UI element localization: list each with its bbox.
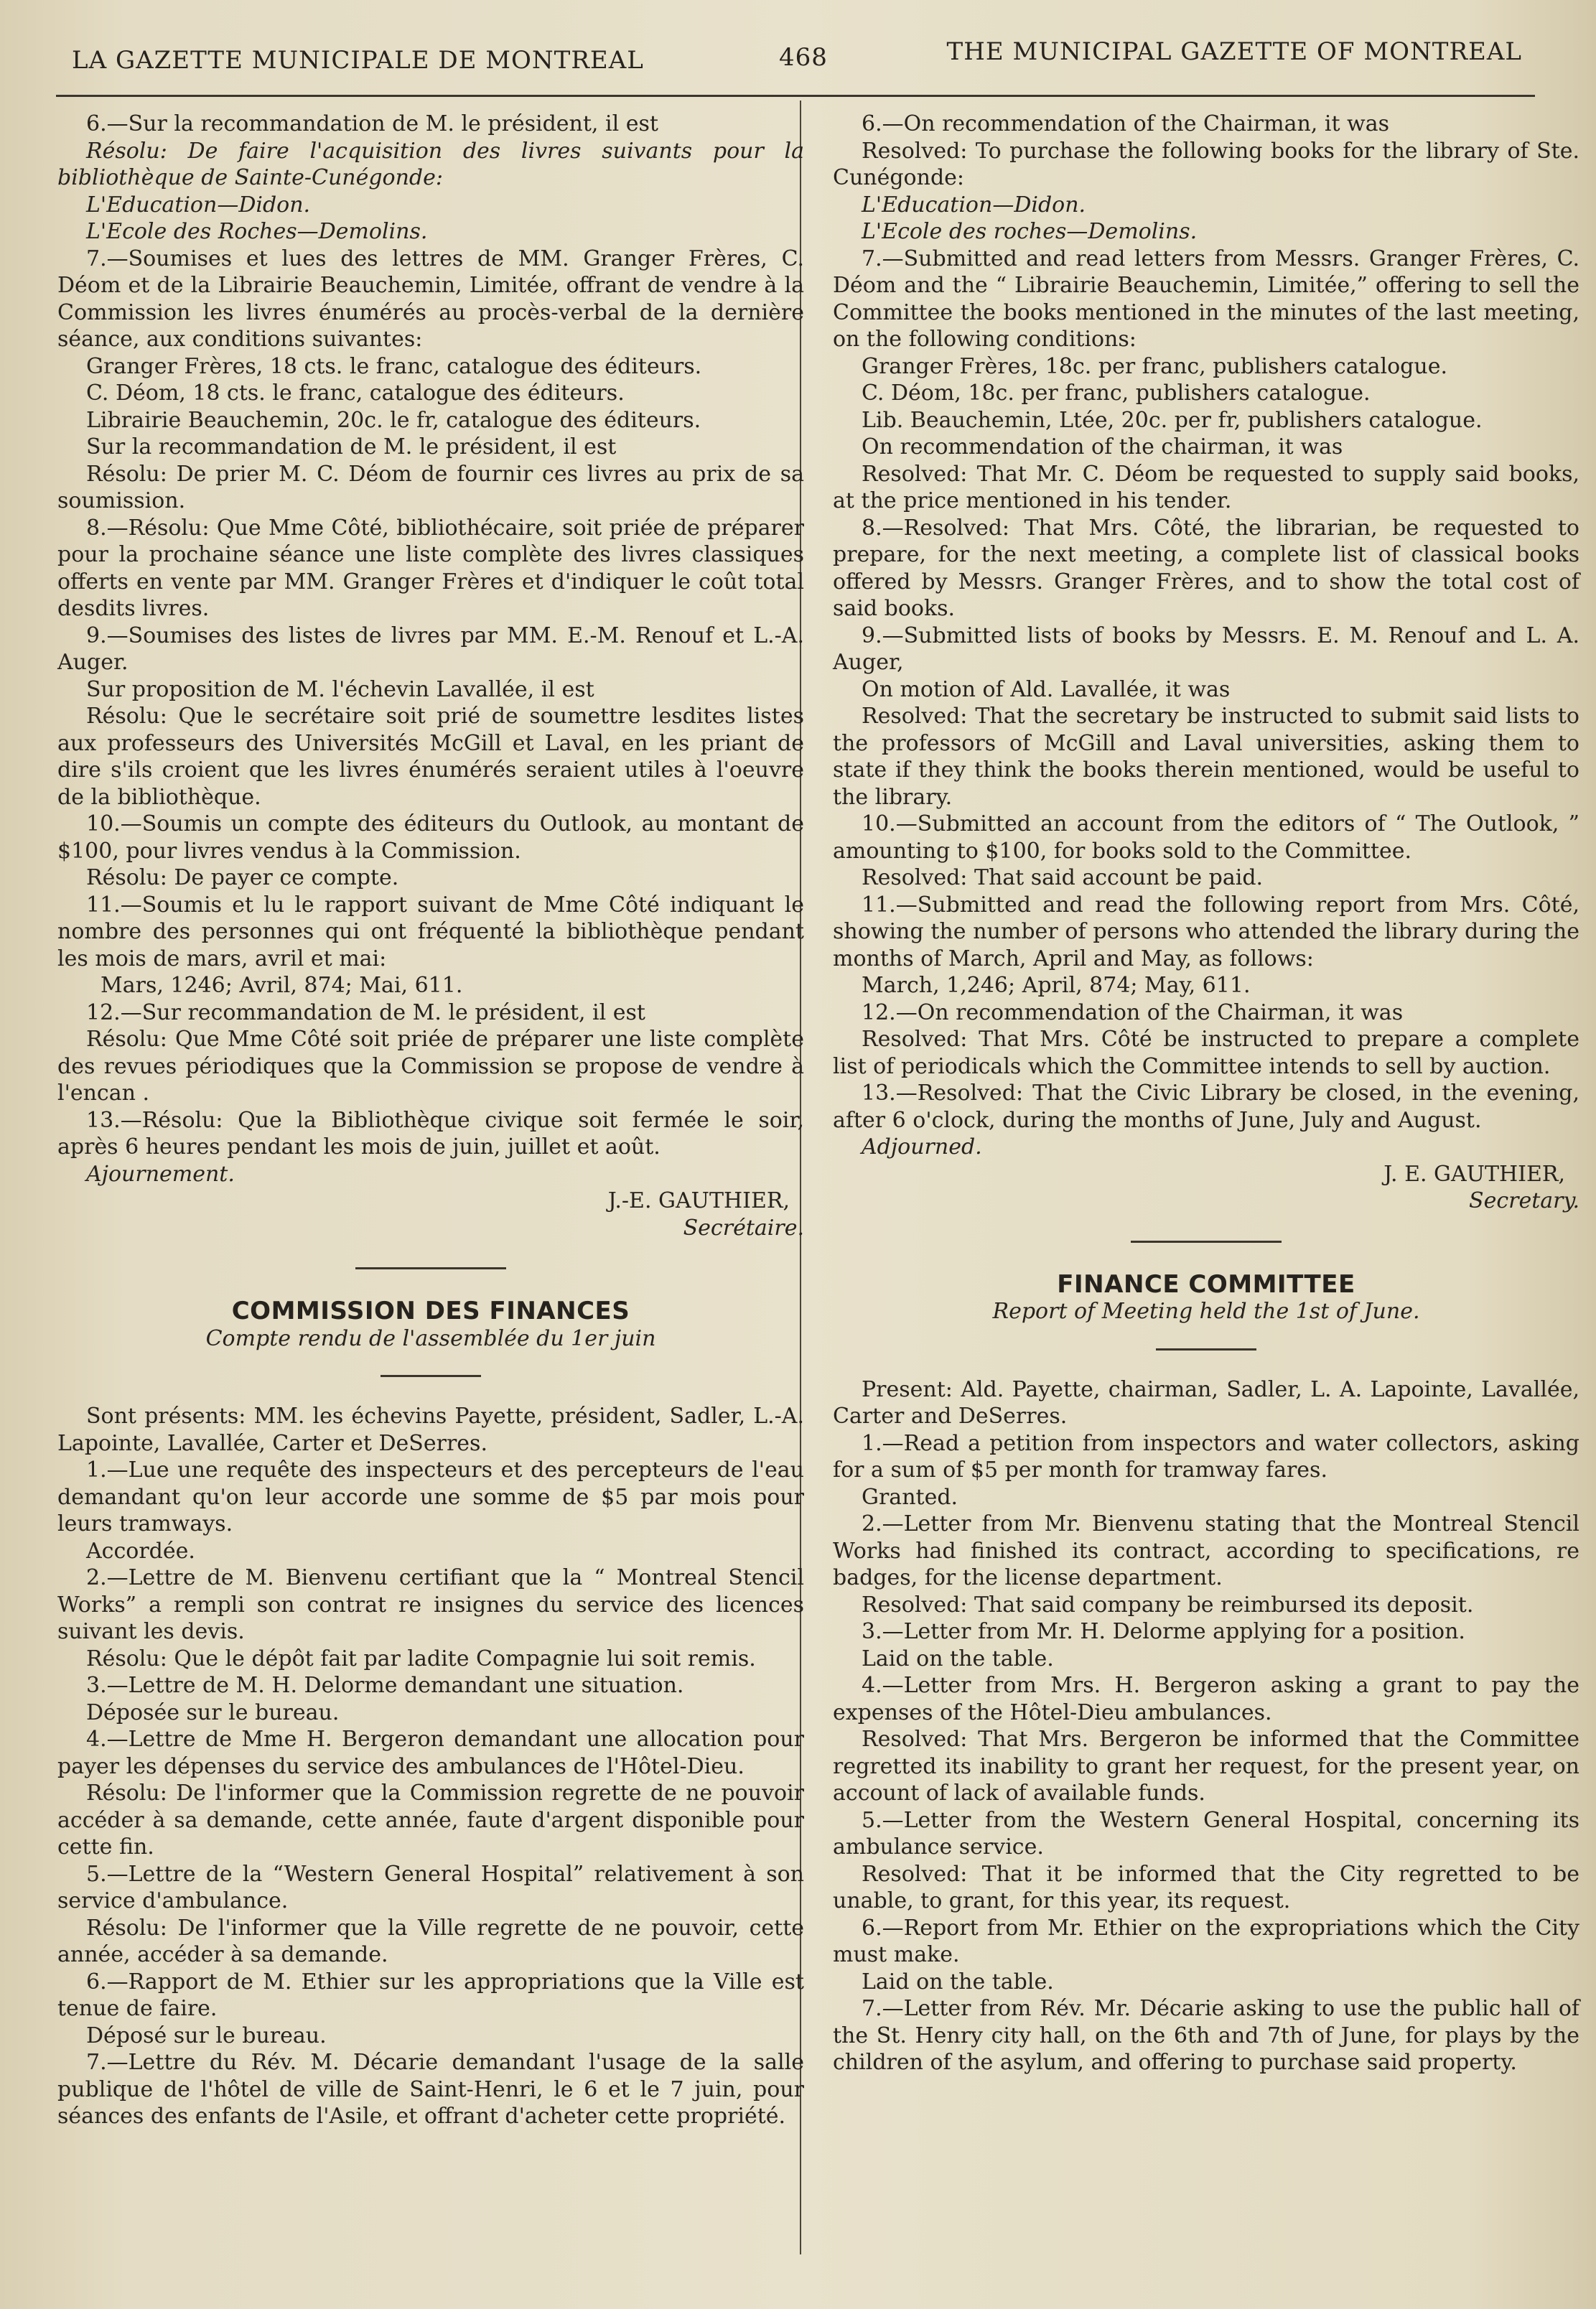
item-9-motion: On motion of Ald. Lavallée, it was (862, 676, 1231, 702)
condition-line: C. Déom, 18c. per franc, publishers catalogue. (862, 381, 1371, 406)
signature-title: Secretary. (1469, 1188, 1579, 1213)
finance-item-5: 5.—Letter from the Western General Hospital, concerning its ambulance service. (833, 1807, 1579, 1860)
finance-item-4-decision: Résolu: De l'informer que la Commission regrette de ne pouvoir accéder à sa demande, cette année, faute d'argent disponible pour cette fin. (57, 1781, 804, 1860)
finance-item-4-decision: Resolved: That Mrs. Bergeron be informed that the Committee regretted its inability to grant her request, for the present year, on account of lack of available funds. (833, 1727, 1579, 1806)
signature-name: J. E. GAUTHIER, (1383, 1161, 1565, 1187)
finance-item-2: 2.—Lettre de M. Bienvenu certifiant que la “ Montreal Stencil Works” a rempli son contrat re insignes du service des licences suivant les devis. (57, 1565, 804, 1644)
finance-item-3-decision: Laid on the table. (862, 1646, 1054, 1671)
finance-item-1-decision: Granted. (862, 1484, 958, 1510)
section-separator (355, 1267, 506, 1269)
finance-item-1: 1.—Read a petition from inspectors and water collectors, asking for a sum of $5 per month for tramway fares. (833, 1430, 1579, 1483)
finance-item-6-decision: Laid on the table. (862, 1969, 1054, 1995)
finance-item-2-decision: Résolu: Que le dépôt fait par ladite Compagnie lui soit remis. (86, 1646, 756, 1671)
item-12: 12.—Sur recommandation de M. le président, il est (86, 999, 645, 1025)
condition-line: C. Déom, 18 cts. le franc, catalogue des éditeurs. (86, 381, 625, 406)
header-title-english: THE MUNICIPAL GAZETTE OF MONTREAL (946, 37, 1522, 66)
signature-name: J.-E. GAUTHIER, (607, 1188, 790, 1213)
finance-item-5-decision: Résolu: De l'informer que la Ville regrette de ne pouvoir, cette année, accéder à sa demande. (57, 1915, 804, 1967)
finance-item-3: 3.—Letter from Mr. H. Delorme applying for a position. (862, 1619, 1465, 1644)
book-title: L'Ecole des roches—Demolins. (862, 219, 1198, 244)
item-12: 12.—On recommendation of the Chairman, it was (862, 999, 1404, 1025)
item-6: 6.—Sur la recommandation de M. le président, il est (86, 111, 658, 136)
section-separator (381, 1375, 481, 1377)
english-column (833, 111, 1579, 2076)
item-9-motion: Sur proposition de M. l'échevin Lavallée, il est (86, 676, 594, 702)
book-title: L'Education—Didon. (86, 192, 311, 218)
finance-item-5: 5.—Lettre de la “Western General Hospital” relativement à son service d'ambulance. (57, 1861, 804, 1913)
finance-item-4: 4.—Letter from Mrs. H. Bergeron asking a grant to pay the expenses of the Hôtel-Dieu ambulances. (833, 1673, 1579, 1725)
finance-item-1: 1.—Lue une requête des inspecteurs et des percepteurs de l'eau demandant qu'on leur accorde une somme de $5 par mois pour leurs tramways. (57, 1457, 804, 1536)
item-7-resolution: Résolu: De prier M. C. Déom de fournir ces livres au prix de sa soumission. (57, 461, 804, 513)
item-7-resolution: Resolved: That Mr. C. Déom be requested to supply said books, at the price mentioned in his tender. (833, 461, 1579, 513)
condition-line: Lib. Beauchemin, Ltée, 20c. per fr, publishers catalogue. (862, 407, 1483, 433)
section-heading: COMMISSION DES FINANCES (231, 1297, 630, 1325)
attendance: Sont présents: MM. les échevins Payette, président, Sadler, L.-A. Lapointe, Lavallée, Carter et DeSerres. (57, 1404, 804, 1456)
item-10: 10.—Soumis un compte des éditeurs du Outlook, au montant de $100, pour livres vendus à la Commission. (57, 811, 804, 864)
finance-item-7: 7.—Letter from Rév. Mr. Décarie asking to use the public hall of the St. Henry city hall, on the 6th and 7th of June, for plays by the children of the asylum, and offering to purchase said property. (833, 1996, 1579, 2075)
finance-item-3: 3.—Lettre de M. H. Delorme demandant une situation. (86, 1673, 684, 1698)
item-10-resolution: Resolved: That said account be paid. (862, 865, 1264, 890)
header-title-french: LA GAZETTE MUNICIPALE DE MONTREAL (72, 46, 644, 75)
finance-item-1-decision: Accordée. (86, 1538, 195, 1564)
section-subheading: Report of Meeting held the 1st of June. (992, 1299, 1420, 1324)
finance-item-6: 6.—Rapport de M. Ethier sur les appropriations que la Ville est tenue de faire. (57, 1969, 804, 2021)
item-8: 8.—Resolved: That Mrs. Côté, the librarian, be requested to prepare, for the next meeting, a complete list of classical books offered by Messrs. Granger Frères, and to show the total cost of said books. (833, 515, 1579, 621)
attendance: Present: Ald. Payette, chairman, Sadler, L. A. Lapointe, Lavallée, Carter and DeSerres. (833, 1376, 1579, 1429)
item-7: 7.—Soumises et lues des lettres de MM. Granger Frères, C. Déom et de la Librairie Beauchemin, Limitée, offrant de vendre à la Commission les livres énumérés au procès-verbal de la dernière séance, aux conditions suivantes: (57, 246, 804, 352)
item-10-resolution: Résolu: De payer ce compte. (86, 865, 399, 890)
item-13: 13.—Resolved: That the Civic Library be closed, in the evening, after 6 o'clock, during the months of June, July and August. (833, 1081, 1579, 1133)
section-heading: FINANCE COMMITTEE (1057, 1269, 1355, 1299)
item-12-resolution: Resolved: That Mrs. Côté be instructed to prepare a complete list of periodicals which the Committee intends to sell by auction. (833, 1027, 1579, 1079)
page-number: 468 (779, 43, 828, 72)
condition-line: Granger Frères, 18c. per franc, publishers catalogue. (862, 353, 1447, 379)
item-13: 13.—Résolu: Que la Bibliothèque civique soit fermée le soir, après 6 heures pendant les mois de juin, juillet et août. (57, 1107, 804, 1160)
finance-item-6-decision: Déposé sur le bureau. (86, 2023, 327, 2048)
finance-item-7: 7.—Lettre du Rév. M. Décarie demandant l'usage de la salle publique de l'hôtel de ville de Saint-Henri, le 6 et le 7 juin, pour séances des enfants de l'Asile, et offrant d'acheter cette propriété. (57, 2050, 804, 2129)
item-7: 7.—Submitted and read letters from Messrs. Granger Frères, C. Déom and the “ Librairie Beauchemin, Limitée,” offering to sell the Committee the books mentioned in the minutes of the last meeting, on the following conditions: (833, 246, 1579, 352)
item-9: 9.—Soumises des listes de livres par MM. E.-M. Renouf et L.-A. Auger. (57, 622, 804, 675)
finance-item-6: 6.—Report from Mr. Ethier on the expropriations which the City must make. (833, 1915, 1579, 1967)
item-6-resolution: Resolved: To purchase the following books for the library of Ste. Cunégonde: (833, 138, 1579, 190)
finance-item-5-decision: Resolved: That it be informed that the City regretted to be unable, to grant, for this year, its request. (833, 1861, 1579, 1913)
item-6-resolution: Résolu: De faire l'acquisition des livres suivants pour la bibliothèque de Sainte-Cunégonde: (57, 138, 804, 190)
item-11: 11.—Submitted and read the following report from Mrs. Côté, showing the number of persons who attended the library during the months of March, April and May, as follows: (833, 892, 1579, 971)
attendance-figures: March, 1,246; April, 874; May, 611. (862, 973, 1251, 998)
item-11: 11.—Soumis et lu le rapport suivant de Mme Côté indiquant le nombre des personnes qui ont fréquenté la bibliothèque pendant les mois de mars, avril et mai: (57, 892, 804, 971)
page-header (72, 37, 1522, 88)
section-separator (1131, 1241, 1282, 1243)
section-subheading: Compte rendu de l'assemblée du 1er juin (205, 1325, 656, 1351)
item-7-motion: On recommendation of the chairman, it was (862, 434, 1343, 460)
item-9-resolution: Résolu: Que le secrétaire soit prié de soumettre lesdites listes aux professeurs des Universités McGill et Laval, en les priant de dire s'ils croient que les livres énumérés seraient utiles à l'oeuvre de la bibliothèque. (57, 704, 804, 810)
adjournment: Adjourned. (862, 1134, 982, 1160)
header-rule (56, 95, 1535, 97)
item-9-resolution: Resolved: That the secretary be instructed to submit said lists to the professors of McGill and Laval universities, asking them to state if they think the books therein mentioned, would be useful to the library. (833, 704, 1579, 810)
french-column (57, 111, 804, 2130)
finance-item-4: 4.—Lettre de Mme H. Bergeron demandant une allocation pour payer les dépenses du service des ambulances de l'Hôtel-Dieu. (57, 1727, 804, 1779)
finance-item-2-decision: Resolved: That said company be reimbursed its deposit. (862, 1592, 1474, 1618)
section-separator (1156, 1348, 1256, 1351)
item-7-motion: Sur la recommandation de M. le président, il est (86, 434, 617, 460)
item-10: 10.—Submitted an account from the editors of “ The Outlook, ” amounting to $100, for books sold to the Committee. (833, 811, 1579, 864)
book-title: L'Ecole des Roches—Demolins. (86, 219, 428, 244)
finance-item-2: 2.—Letter from Mr. Bienvenu stating that the Montreal Stencil Works had finished its contract, according to specifications, re badges, for the license department. (833, 1511, 1579, 1590)
adjournment: Ajournement. (86, 1161, 235, 1187)
item-9: 9.—Submitted lists of books by Messrs. E. M. Renouf and L. A. Auger, (833, 622, 1579, 675)
attendance-figures: Mars, 1246; Avril, 874; Mai, 611. (101, 973, 463, 998)
finance-item-3-decision: Déposée sur le bureau. (86, 1699, 340, 1725)
book-title: L'Education—Didon. (862, 192, 1086, 218)
condition-line: Granger Frères, 18 cts. le franc, catalogue des éditeurs. (86, 353, 702, 379)
signature-title: Secrétaire. (683, 1215, 804, 1241)
item-8: 8.—Résolu: Que Mme Côté, bibliothécaire, soit priée de préparer pour la prochaine séance une liste complète des livres classiques offerts en vente par MM. Granger Frères et d'indiquer le coût total desdits livres. (57, 515, 804, 621)
item-12-resolution: Résolu: Que Mme Côté soit priée de préparer une liste complète des revues périodiques que la Commission se propose de vendre à l'encan . (57, 1027, 804, 1106)
item-6: 6.—On recommendation of the Chairman, it was (862, 111, 1389, 136)
condition-line: Librairie Beauchemin, 20c. le fr, catalogue des éditeurs. (86, 407, 701, 433)
